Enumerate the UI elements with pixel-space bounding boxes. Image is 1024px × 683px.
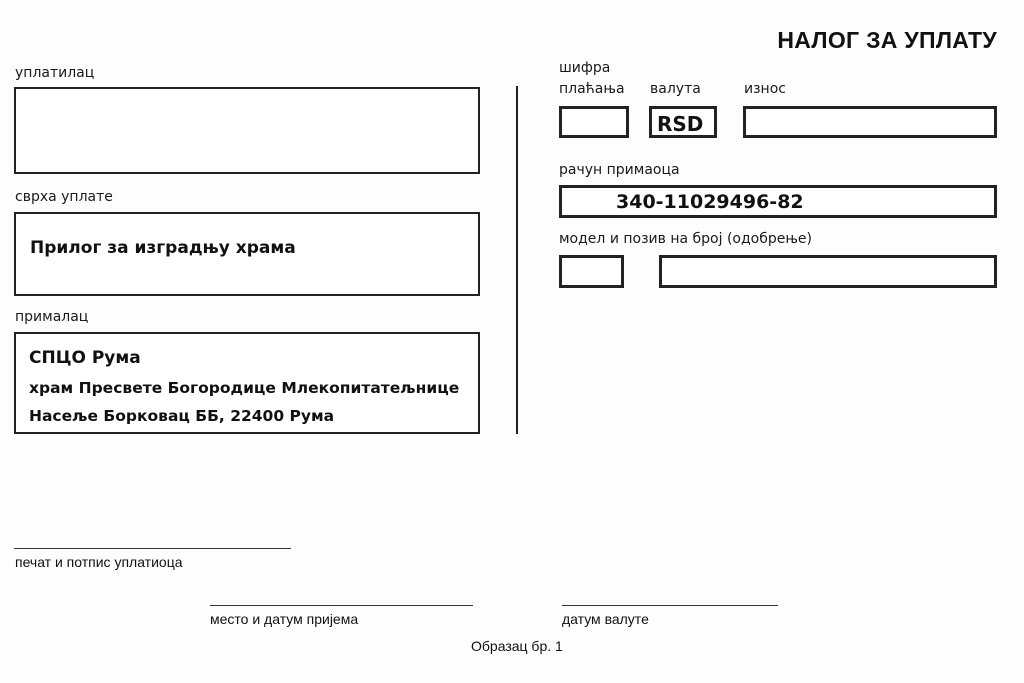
- account-value: 340-11029496-82: [616, 191, 804, 213]
- recipient-label: прималац: [15, 309, 89, 325]
- value-date-label: датум валуте: [562, 611, 649, 627]
- form-title: НАЛОГ ЗА УПЛАТУ: [777, 27, 997, 53]
- account-label: рачун примаоца: [559, 162, 680, 178]
- reference-number-field[interactable]: [659, 255, 997, 288]
- currency-value: RSD: [657, 112, 704, 136]
- payment-code-label-2: плаћања: [559, 81, 625, 97]
- column-divider: [516, 86, 518, 434]
- value-date-line: [562, 605, 778, 606]
- model-field[interactable]: [559, 255, 624, 288]
- form-number: Образац бр. 1: [471, 638, 563, 654]
- currency-label: валута: [650, 81, 701, 97]
- payment-code-field[interactable]: [559, 106, 629, 138]
- payer-signature-line: [14, 548, 291, 549]
- currency-field[interactable]: [649, 106, 717, 138]
- amount-field[interactable]: [743, 106, 997, 138]
- amount-label: износ: [744, 81, 786, 97]
- place-date-label: место и датум пријема: [210, 611, 359, 627]
- recipient-line-1: СПЦО Рума: [29, 348, 141, 368]
- purpose-label: сврха уплате: [15, 189, 113, 205]
- payment-code-label-1: шифра: [559, 60, 611, 76]
- payer-label: уплатилац: [15, 65, 95, 81]
- recipient-line-2: храм Пресвете Богородице Млекопитатељнице: [29, 379, 460, 397]
- place-date-line: [210, 605, 473, 606]
- payer-field[interactable]: [14, 87, 480, 174]
- purpose-field[interactable]: [14, 212, 480, 296]
- recipient-line-3: Насеље Борковац ББ, 22400 Рума: [29, 407, 335, 425]
- account-field[interactable]: [559, 185, 997, 218]
- purpose-value: Прилог за изградњу храма: [30, 238, 296, 258]
- payer-signature-label: печат и потпис уплатиоца: [15, 554, 183, 570]
- recipient-field[interactable]: [14, 332, 480, 434]
- model-label: модел и позив на број (одобрење): [559, 231, 812, 247]
